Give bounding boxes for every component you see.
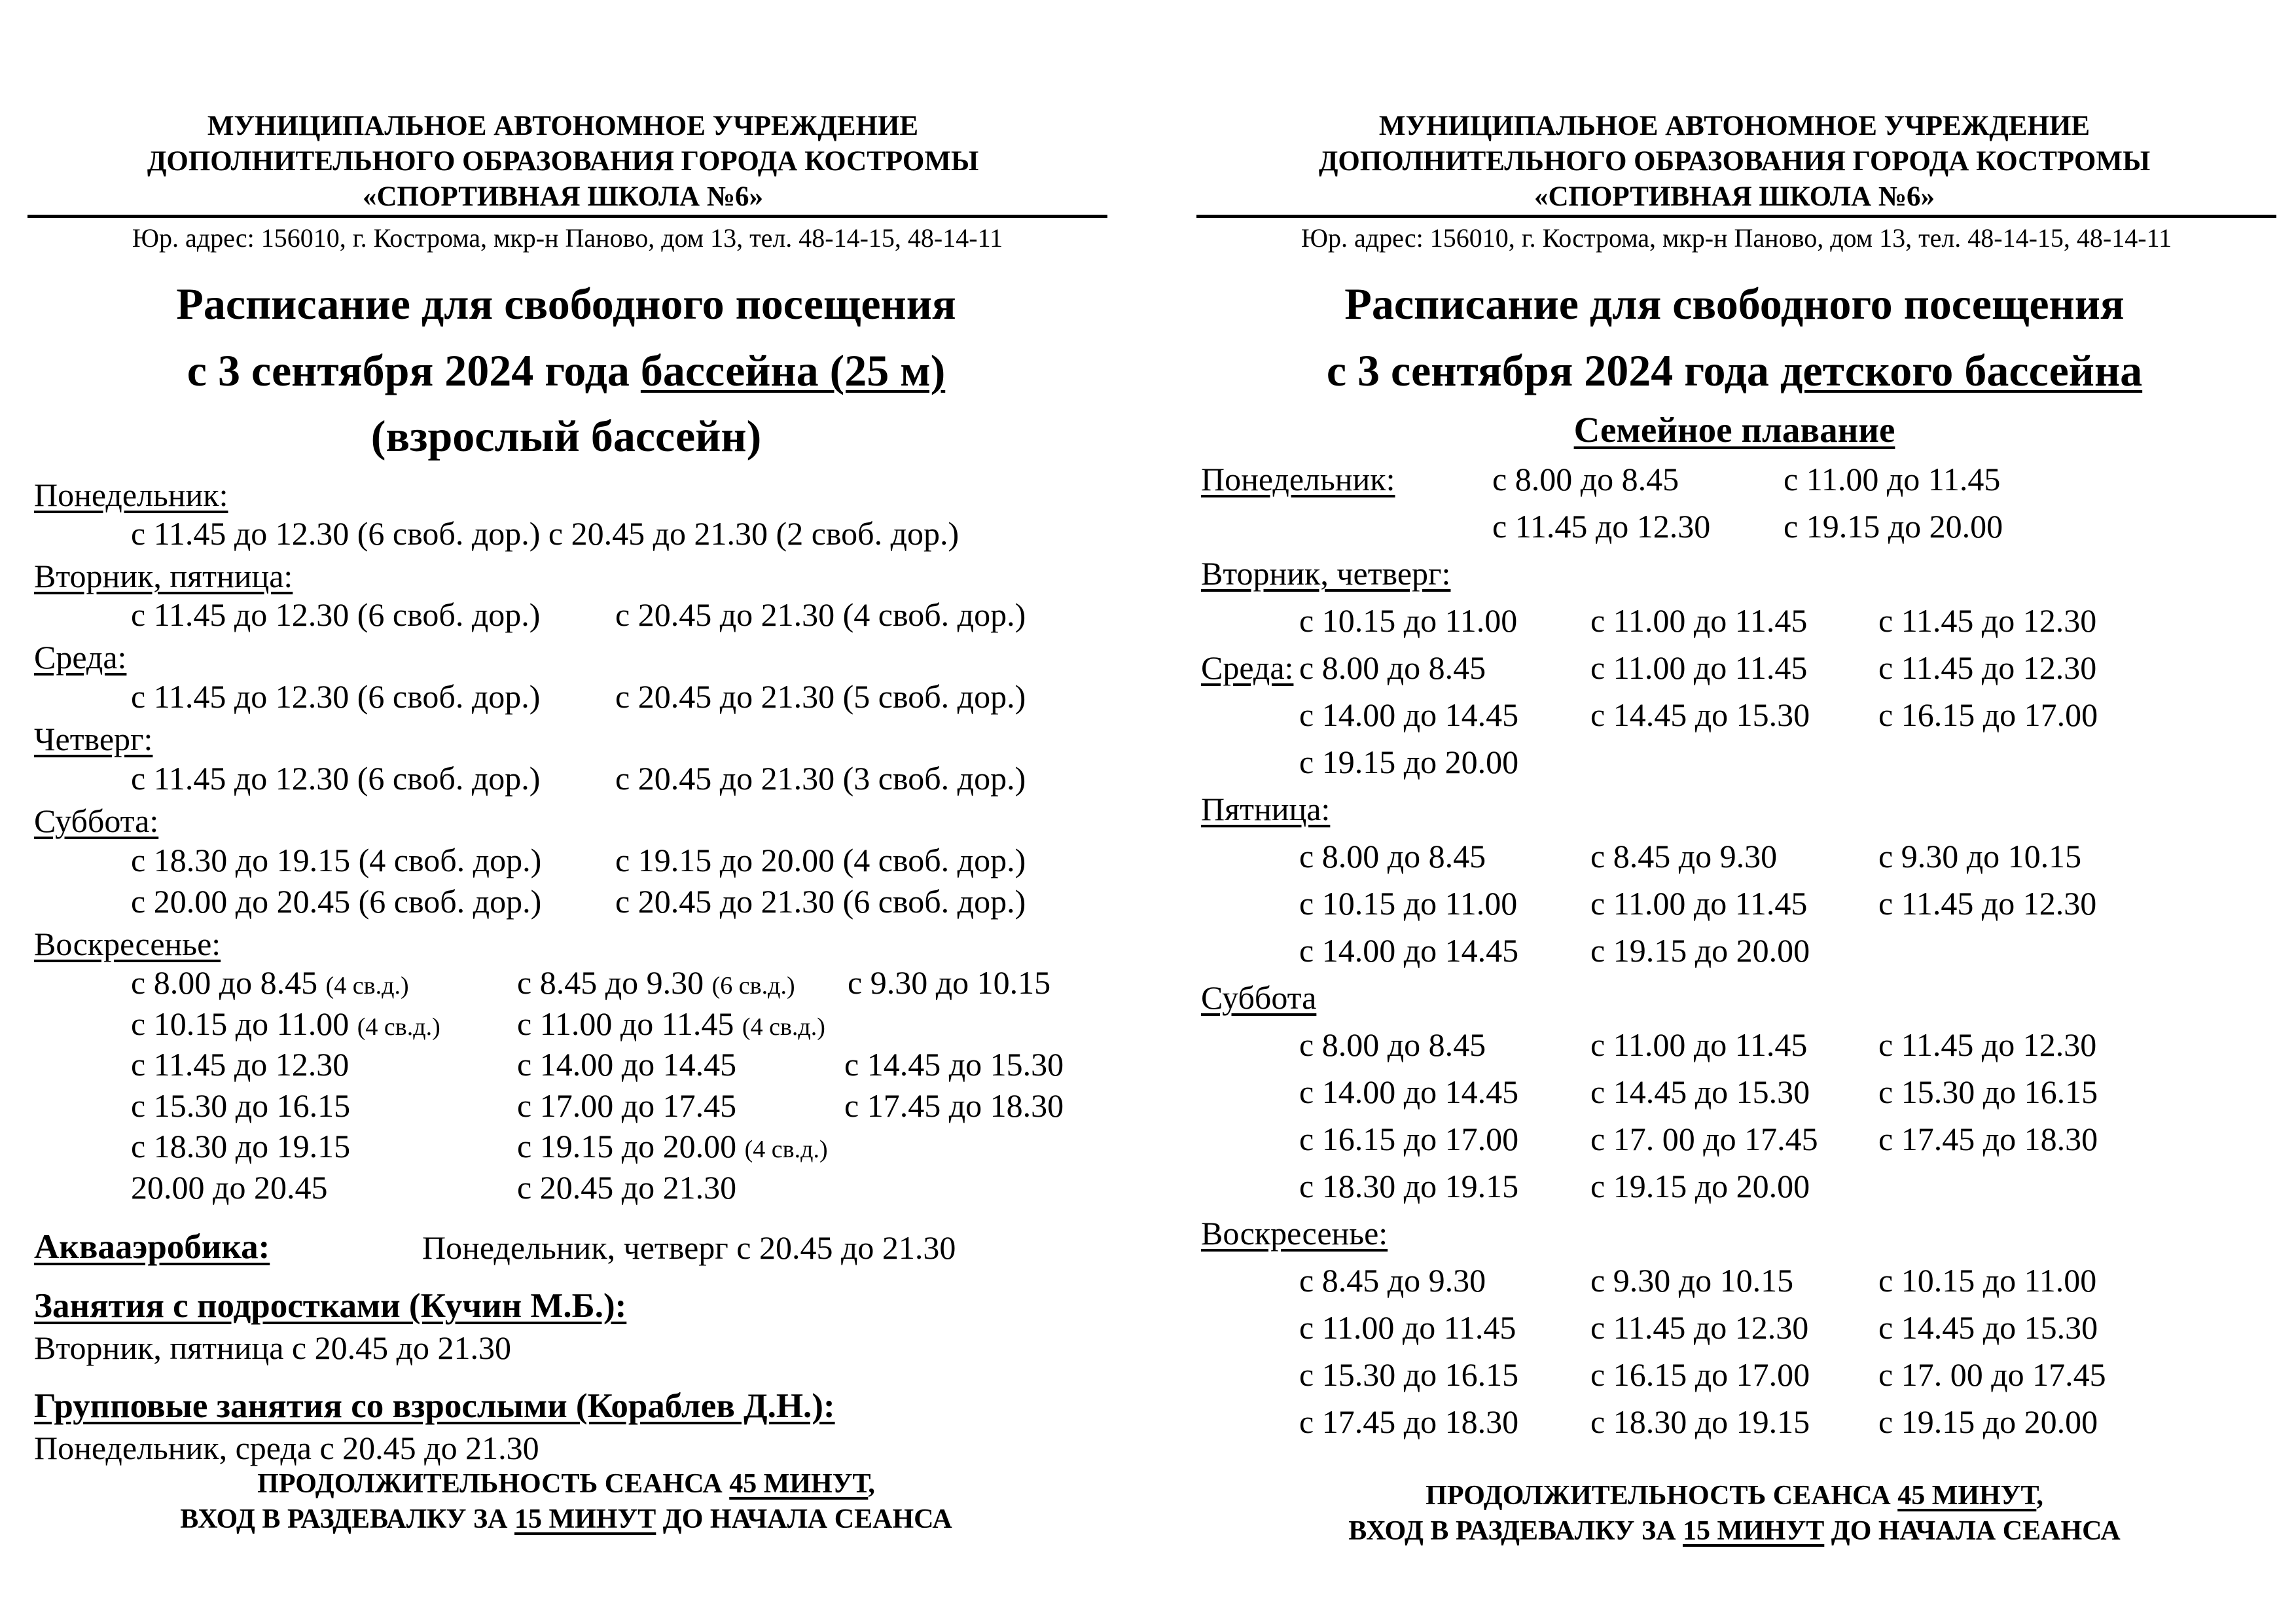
right-sat-slot: с 18.30 до 19.15 [1299,1168,1519,1204]
left-sun-slot: с 11.00 до 11.45 (4 св.д.) [517,1005,825,1042]
left-org-line2: ДОПОЛНИТЕЛЬНОГО ОБРАЗОВАНИЯ ГОРОДА КОСТРОМЫ [147,146,979,177]
right-day-sunday: Воскресенье: [1201,1215,1388,1252]
right-wed-slot: с 19.15 до 20.00 [1299,744,1519,780]
right-wed-slot: с 11.45 до 12.30 [1878,649,2097,686]
left-aqua-label: Аквааэробика: [34,1228,270,1266]
left-sun-slot: с 20.45 до 21.30 [517,1169,737,1206]
left-sun-slot: с 9.30 до 10.15 [848,964,1051,1001]
right-mon-slot: с 19.15 до 20.00 [1784,508,2003,545]
right-day-saturday: Суббота [1201,979,1317,1016]
left-title-line2 [26,345,1106,397]
left-thu-slot-a: с 11.45 до 12.30 (6 своб. дор.) [131,760,541,797]
left-org-header [26,109,1100,215]
left-sun-slot: с 17.00 до 17.45 [517,1087,737,1124]
right-day-wednesday: Среда: [1201,649,1294,686]
left-day-saturday: Суббота: [34,803,159,839]
right-title-pool: детского бассейна [1780,346,2143,395]
left-org-line1: МУНИЦИПАЛЬНОЕ АВТОНОМНОЕ УЧРЕЖДЕНИЕ [207,111,919,141]
right-tue-thu-slot: с 10.15 до 11.00 [1299,602,1518,639]
right-mon-slot: с 11.00 до 11.45 [1784,461,2001,497]
left-footer-line1: ПРОДОЛЖИТЕЛЬНОСТЬ СЕАНСА 45 МИНУТ, [257,1469,875,1499]
right-sun-slot: с 19.15 до 20.00 [1878,1403,2098,1440]
left-day-sunday: Воскресенье: [34,926,221,962]
right-sun-slot: с 10.15 до 11.00 [1878,1262,2097,1299]
right-sat-slot: с 11.45 до 12.30 [1878,1026,2097,1063]
right-sat-slot: с 15.30 до 16.15 [1878,1074,2098,1110]
right-footer [1194,1478,2274,1549]
right-sun-slot: с 11.00 до 11.45 [1299,1309,1516,1346]
left-sun-slot: с 8.00 до 8.45 (4 св.д.) [131,964,409,1001]
right-fri-slot: с 19.15 до 20.00 [1590,932,1810,969]
right-fri-slot: с 11.00 до 11.45 [1590,885,1808,922]
right-org-line3: «СПОРТИВНАЯ ШКОЛА №6» [1534,181,1935,212]
left-footer [26,1466,1106,1537]
right-day-friday: Пятница: [1201,791,1331,827]
right-sat-slot: с 14.00 до 14.45 [1299,1074,1519,1110]
left-day-wednesday: Среда: [34,639,127,676]
right-tue-thu-slot: с 11.00 до 11.45 [1590,602,1808,639]
right-wed-slot: с 11.00 до 11.45 [1590,649,1808,686]
right-sat-slot: с 8.00 до 8.45 [1299,1026,1486,1063]
right-fri-slot: с 11.45 до 12.30 [1878,885,2097,922]
right-sun-slot: с 18.30 до 19.15 [1590,1403,1810,1440]
right-subtitle: Семейное плавание [1573,410,1895,450]
right-org-line1: МУНИЦИПАЛЬНОЕ АВТОНОМНОЕ УЧРЕЖДЕНИЕ [1378,111,2090,141]
right-header-rule [1196,215,2276,218]
right-fri-slot: с 8.00 до 8.45 [1299,838,1486,875]
left-title-pool: бассейна (25 м) [640,346,946,395]
right-fri-slot: с 8.45 до 9.30 [1590,838,1778,875]
right-day-tue-thu: Вторник, четверг: [1201,555,1451,592]
left-footer-line2: ВХОД В РАЗДЕВАЛКУ ЗА 15 МИНУТ ДО НАЧАЛА СЕАНСА [180,1504,952,1534]
right-sat-slot: с 11.00 до 11.45 [1590,1026,1808,1063]
left-sun-slot: с 19.15 до 20.00 (4 св.д.) [517,1128,828,1164]
right-mon-slot: с 11.45 до 12.30 [1492,508,1711,545]
left-day-monday: Понедельник: [34,477,228,513]
left-teens-label: Занятия с подростками (Кучин М.Б.): [34,1287,627,1325]
left-sun-slot: с 11.45 до 12.30 [131,1046,350,1083]
right-sun-slot: с 8.45 до 9.30 [1299,1262,1486,1299]
left-sun-slot: с 18.30 до 19.15 [131,1128,351,1164]
left-sun-slot: с 14.00 до 14.45 [517,1046,737,1083]
right-fri-slot: с 10.15 до 11.00 [1299,885,1518,922]
right-sat-slot: с 19.15 до 20.00 [1590,1168,1810,1204]
left-day-tue-fri: Вторник, пятница: [34,558,293,594]
left-sun-slot: с 15.30 до 16.15 [131,1087,351,1124]
left-day-thursday: Четверг: [34,721,153,757]
left-sat-slot: с 18.30 до 19.15 (4 своб. дор.) [131,842,542,878]
left-sat-slot: с 19.15 до 20.00 (4 своб. дор.) [615,842,1026,878]
left-org-line3: «СПОРТИВНАЯ ШКОЛА №6» [362,181,764,212]
right-fri-slot: с 14.00 до 14.45 [1299,932,1519,969]
left-sun-slot: с 14.45 до 15.30 [844,1046,1064,1083]
left-title-prefix: с 3 сентября 2024 года [187,346,641,395]
left-aqua-text: Понедельник, четверг с 20.45 до 21.30 [422,1229,956,1266]
right-sat-slot: с 17. 00 до 17.45 [1590,1121,1818,1157]
left-sun-slot: с 8.45 до 9.30 (6 св.д.) [517,964,795,1001]
right-title-prefix: с 3 сентября 2024 года [1326,346,1780,395]
left-title-line3: (взрослый бассейн) [370,411,762,461]
left-wed-slot-a: с 11.45 до 12.30 (6 своб. дор.) [131,678,541,715]
right-wed-slot: с 14.00 до 14.45 [1299,696,1519,733]
right-title-line2 [1194,345,2274,397]
right-org-header [1194,109,2274,215]
right-fri-slot: с 9.30 до 10.15 [1878,838,2082,875]
left-address: Юр. адрес: 156010, г. Кострома, мкр-н Паново, дом 13, тел. 48-14-15, 48-14-11 [132,223,1003,253]
right-address: Юр. адрес: 156010, г. Кострома, мкр-н Паново, дом 13, тел. 48-14-15, 48-14-11 [1300,223,2172,253]
right-sun-slot: с 17.45 до 18.30 [1299,1403,1519,1440]
right-wed-slot: с 14.45 до 15.30 [1590,696,1810,733]
left-tue-fri-slot-b: с 20.45 до 21.30 (4 своб. дор.) [615,596,1026,633]
right-footer-line1: ПРОДОЛЖИТЕЛЬНОСТЬ СЕАНСА 45 МИНУТ, [1426,1481,2043,1511]
left-sun-slot: с 17.45 до 18.30 [844,1087,1064,1124]
left-sat-slot: с 20.00 до 20.45 (6 своб. дор.) [131,883,542,920]
right-sun-slot: с 14.45 до 15.30 [1878,1309,2098,1346]
right-wed-slot: с 8.00 до 8.45 [1299,649,1486,686]
left-title-line1: Расписание для свободного посещения [176,279,956,329]
left-header-rule [27,215,1107,218]
right-sun-slot: с 15.30 до 16.15 [1299,1356,1519,1393]
left-monday-slots: с 11.45 до 12.30 (6 своб. дор.) с 20.45 до 21.30 (2 своб. дор.) [131,515,960,552]
right-title-line1: Расписание для свободного посещения [1344,279,2125,329]
left-thu-slot-b: с 20.45 до 21.30 (3 своб. дор.) [615,760,1026,797]
right-sat-slot: с 16.15 до 17.00 [1299,1121,1519,1157]
right-sun-slot: с 16.15 до 17.00 [1590,1356,1810,1393]
right-sat-slot: с 14.45 до 15.30 [1590,1074,1810,1110]
right-sun-slot: с 11.45 до 12.30 [1590,1309,1809,1346]
left-teens-text: Вторник, пятница с 20.45 до 21.30 [34,1329,512,1366]
right-sat-slot: с 17.45 до 18.30 [1878,1121,2098,1157]
right-org-line2: ДОПОЛНИТЕЛЬНОГО ОБРАЗОВАНИЯ ГОРОДА КОСТРОМЫ [1318,146,2151,177]
right-footer-line2: ВХОД В РАЗДЕВАЛКУ ЗА 15 МИНУТ ДО НАЧАЛА СЕАНСА [1348,1516,2121,1546]
left-wed-slot-b: с 20.45 до 21.30 (5 своб. дор.) [615,678,1026,715]
right-sun-slot: с 9.30 до 10.15 [1590,1262,1794,1299]
right-wed-slot: с 16.15 до 17.00 [1878,696,2098,733]
left-group-text: Понедельник, среда с 20.45 до 21.30 [34,1430,539,1466]
left-sat-slot: с 20.45 до 21.30 (6 своб. дор.) [615,883,1026,920]
left-group-label: Групповые занятия со взрослыми (Кораблев Д.Н.): [34,1387,835,1425]
right-day-monday: Понедельник: [1201,461,1395,497]
left-tue-fri-slot-a: с 11.45 до 12.30 (6 своб. дор.) [131,596,541,633]
left-sun-slot: с 10.15 до 11.00 (4 св.д.) [131,1005,440,1042]
left-sun-slot: 20.00 до 20.45 [131,1169,328,1206]
right-sun-slot: с 17. 00 до 17.45 [1878,1356,2106,1393]
right-mon-slot: с 8.00 до 8.45 [1492,461,1679,497]
right-tue-thu-slot: с 11.45 до 12.30 [1878,602,2097,639]
